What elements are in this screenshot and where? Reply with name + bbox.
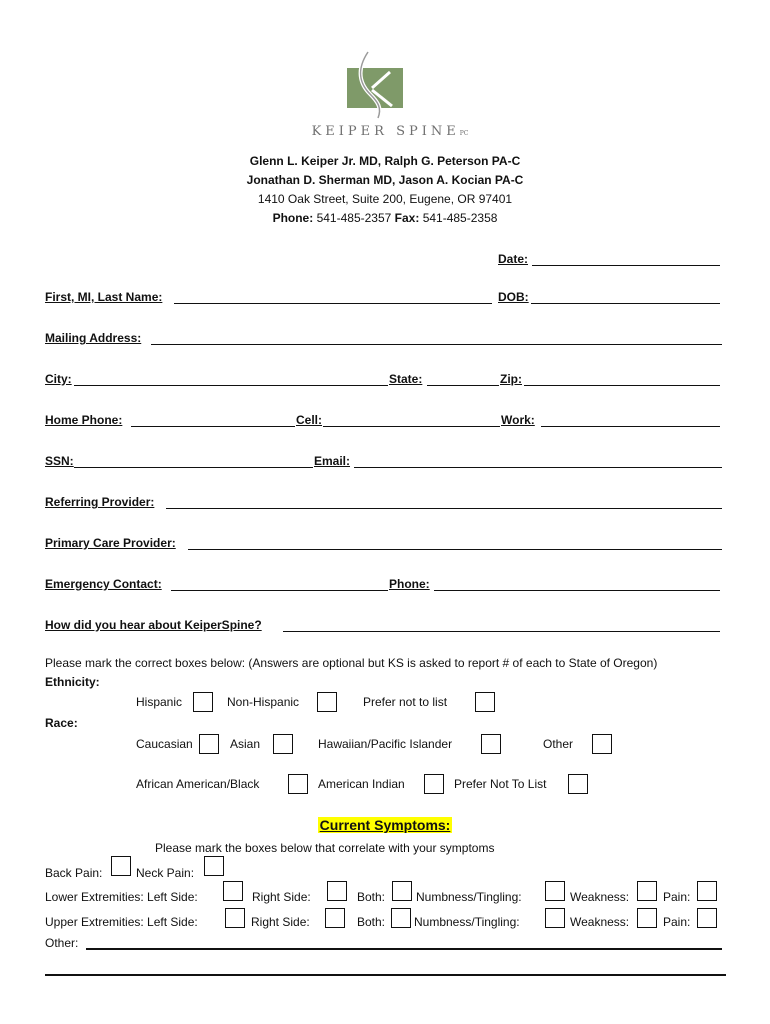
mailing-address-field[interactable]: [151, 344, 722, 345]
lower-pain-label: Pain:: [663, 890, 691, 904]
mailing-address-label: Mailing Address:: [45, 331, 142, 345]
home-phone-label: Home Phone:: [45, 413, 123, 427]
city-label: City:: [45, 372, 72, 386]
upper-left-checkbox[interactable]: [225, 908, 245, 928]
zip-field[interactable]: [524, 385, 720, 386]
fax-label: Fax:: [394, 211, 420, 225]
fax-number: 541-485-2358: [422, 211, 498, 225]
lower-weakness-checkbox[interactable]: [637, 881, 657, 901]
ssn-label: SSN:: [45, 454, 74, 468]
lower-both-checkbox[interactable]: [392, 881, 412, 901]
lower-both-label: Both:: [357, 890, 386, 904]
work-field[interactable]: [541, 426, 720, 427]
zip-label: Zip:: [500, 372, 522, 386]
symptoms-title-wrap: [0, 817, 770, 835]
emergency-contact-field[interactable]: [171, 590, 388, 591]
upper-right-label: Right Side:: [251, 915, 310, 929]
other-field[interactable]: [86, 948, 722, 950]
upper-weakness-checkbox[interactable]: [637, 908, 657, 928]
ethnicity-non-hispanic-checkbox[interactable]: [317, 692, 337, 712]
lower-right-label: Right Side:: [252, 890, 311, 904]
keiper-spine-logo-icon: [338, 50, 418, 120]
race-hawaiian-label: Hawaiian/Pacific Islander: [318, 737, 453, 751]
upper-numbness-checkbox[interactable]: [545, 908, 565, 928]
lower-left-checkbox[interactable]: [223, 881, 243, 901]
upper-both-checkbox[interactable]: [391, 908, 411, 928]
lower-numbness-checkbox[interactable]: [545, 881, 565, 901]
doctors-line-1: Glenn L. Keiper Jr. MD, Ralph G. Peterson PA-C: [249, 154, 521, 168]
practice-address: 1410 Oak Street, Suite 200, Eugene, OR 97401: [257, 192, 513, 206]
doctors-line-2: Jonathan D. Sherman MD, Jason A. Kocian PA-C: [246, 173, 524, 187]
lower-weakness-label: Weakness:: [570, 890, 630, 904]
dob-label: DOB:: [498, 290, 529, 304]
primary-care-label: Primary Care Provider:: [45, 536, 176, 550]
email-field[interactable]: [354, 467, 722, 468]
race-hawaiian-checkbox[interactable]: [481, 734, 501, 754]
date-field[interactable]: [532, 265, 720, 266]
emergency-phone-label: Phone:: [389, 577, 430, 591]
work-label: Work:: [501, 413, 535, 427]
race-caucasian-label: Caucasian: [136, 737, 193, 751]
upper-weakness-label: Weakness:: [570, 915, 630, 929]
date-label: Date:: [498, 252, 529, 266]
upper-both-label: Both:: [357, 915, 386, 929]
upper-pain-label: Pain:: [663, 915, 691, 929]
how-heard-label: How did you hear about KeiperSpine?: [45, 618, 262, 632]
contact-line: [170, 211, 600, 225]
referring-provider-label: Referring Provider:: [45, 495, 155, 509]
other-label: Other:: [45, 936, 79, 950]
ssn-field[interactable]: [74, 467, 313, 468]
ethnicity-prefer-not-label: Prefer not to list: [363, 695, 448, 709]
neck-pain-checkbox[interactable]: [204, 856, 224, 876]
how-heard-field[interactable]: [283, 631, 720, 632]
back-pain-checkbox[interactable]: [111, 856, 131, 876]
dob-field[interactable]: [531, 303, 720, 304]
neck-pain-label: Neck Pain:: [136, 866, 195, 880]
name-label: First, MI, Last Name:: [45, 290, 163, 304]
race-other-label: Other: [543, 737, 574, 751]
ethnicity-label: Ethnicity:: [45, 675, 100, 689]
back-pain-label: Back Pain:: [45, 866, 103, 880]
demographics-instruction: Please mark the correct boxes below: (Answers are optional but KS is asked to report # of each to State of Oregon): [45, 656, 658, 670]
phone-label: Phone:: [272, 211, 314, 225]
phone-number: 541-485-2357: [316, 211, 392, 225]
emergency-contact-label: Emergency Contact:: [45, 577, 162, 591]
race-asian-checkbox[interactable]: [273, 734, 293, 754]
race-african-american-label: African American/Black: [136, 777, 260, 791]
race-african-american-checkbox[interactable]: [288, 774, 308, 794]
email-label: Email:: [314, 454, 351, 468]
primary-care-field[interactable]: [188, 549, 722, 550]
race-american-indian-checkbox[interactable]: [424, 774, 444, 794]
home-phone-field[interactable]: [131, 426, 295, 427]
race-caucasian-checkbox[interactable]: [199, 734, 219, 754]
symptoms-instruction: Please mark the boxes below that correlate with your symptoms: [155, 841, 495, 855]
state-label: State:: [389, 372, 423, 386]
lower-numbness-label: Numbness/Tingling:: [416, 890, 522, 904]
race-asian-label: Asian: [230, 737, 261, 751]
other-field-line-2[interactable]: [45, 974, 726, 976]
race-label: Race:: [45, 716, 78, 730]
ethnicity-prefer-not-checkbox[interactable]: [475, 692, 495, 712]
race-other-checkbox[interactable]: [592, 734, 612, 754]
cell-label: Cell:: [296, 413, 323, 427]
state-field[interactable]: [427, 385, 499, 386]
upper-numbness-label: Numbness/Tingling:: [414, 915, 520, 929]
cell-field[interactable]: [323, 426, 500, 427]
symptoms-title: Current Symptoms:: [319, 817, 451, 833]
brand-text: KEIPER SPINE: [311, 124, 460, 139]
upper-pain-checkbox[interactable]: [697, 908, 717, 928]
brand-suffix: PC: [459, 130, 469, 137]
lower-right-checkbox[interactable]: [327, 881, 347, 901]
city-field[interactable]: [74, 385, 388, 386]
upper-right-checkbox[interactable]: [325, 908, 345, 928]
ethnicity-hispanic-label: Hispanic: [136, 695, 183, 709]
name-field[interactable]: [174, 303, 492, 304]
emergency-phone-field[interactable]: [434, 590, 720, 591]
race-american-indian-label: American Indian: [318, 777, 405, 791]
lower-extremities-left-label: Lower Extremities: Left Side:: [45, 890, 198, 904]
brand-name: [290, 124, 490, 139]
race-prefer-not-label: Prefer Not To List: [454, 777, 547, 791]
upper-extremities-left-label: Upper Extremities: Left Side:: [45, 915, 198, 929]
race-prefer-not-checkbox[interactable]: [568, 774, 588, 794]
lower-pain-checkbox[interactable]: [697, 881, 717, 901]
referring-provider-field[interactable]: [166, 508, 722, 509]
ethnicity-non-hispanic-label: Non-Hispanic: [227, 695, 300, 709]
ethnicity-hispanic-checkbox[interactable]: [193, 692, 213, 712]
